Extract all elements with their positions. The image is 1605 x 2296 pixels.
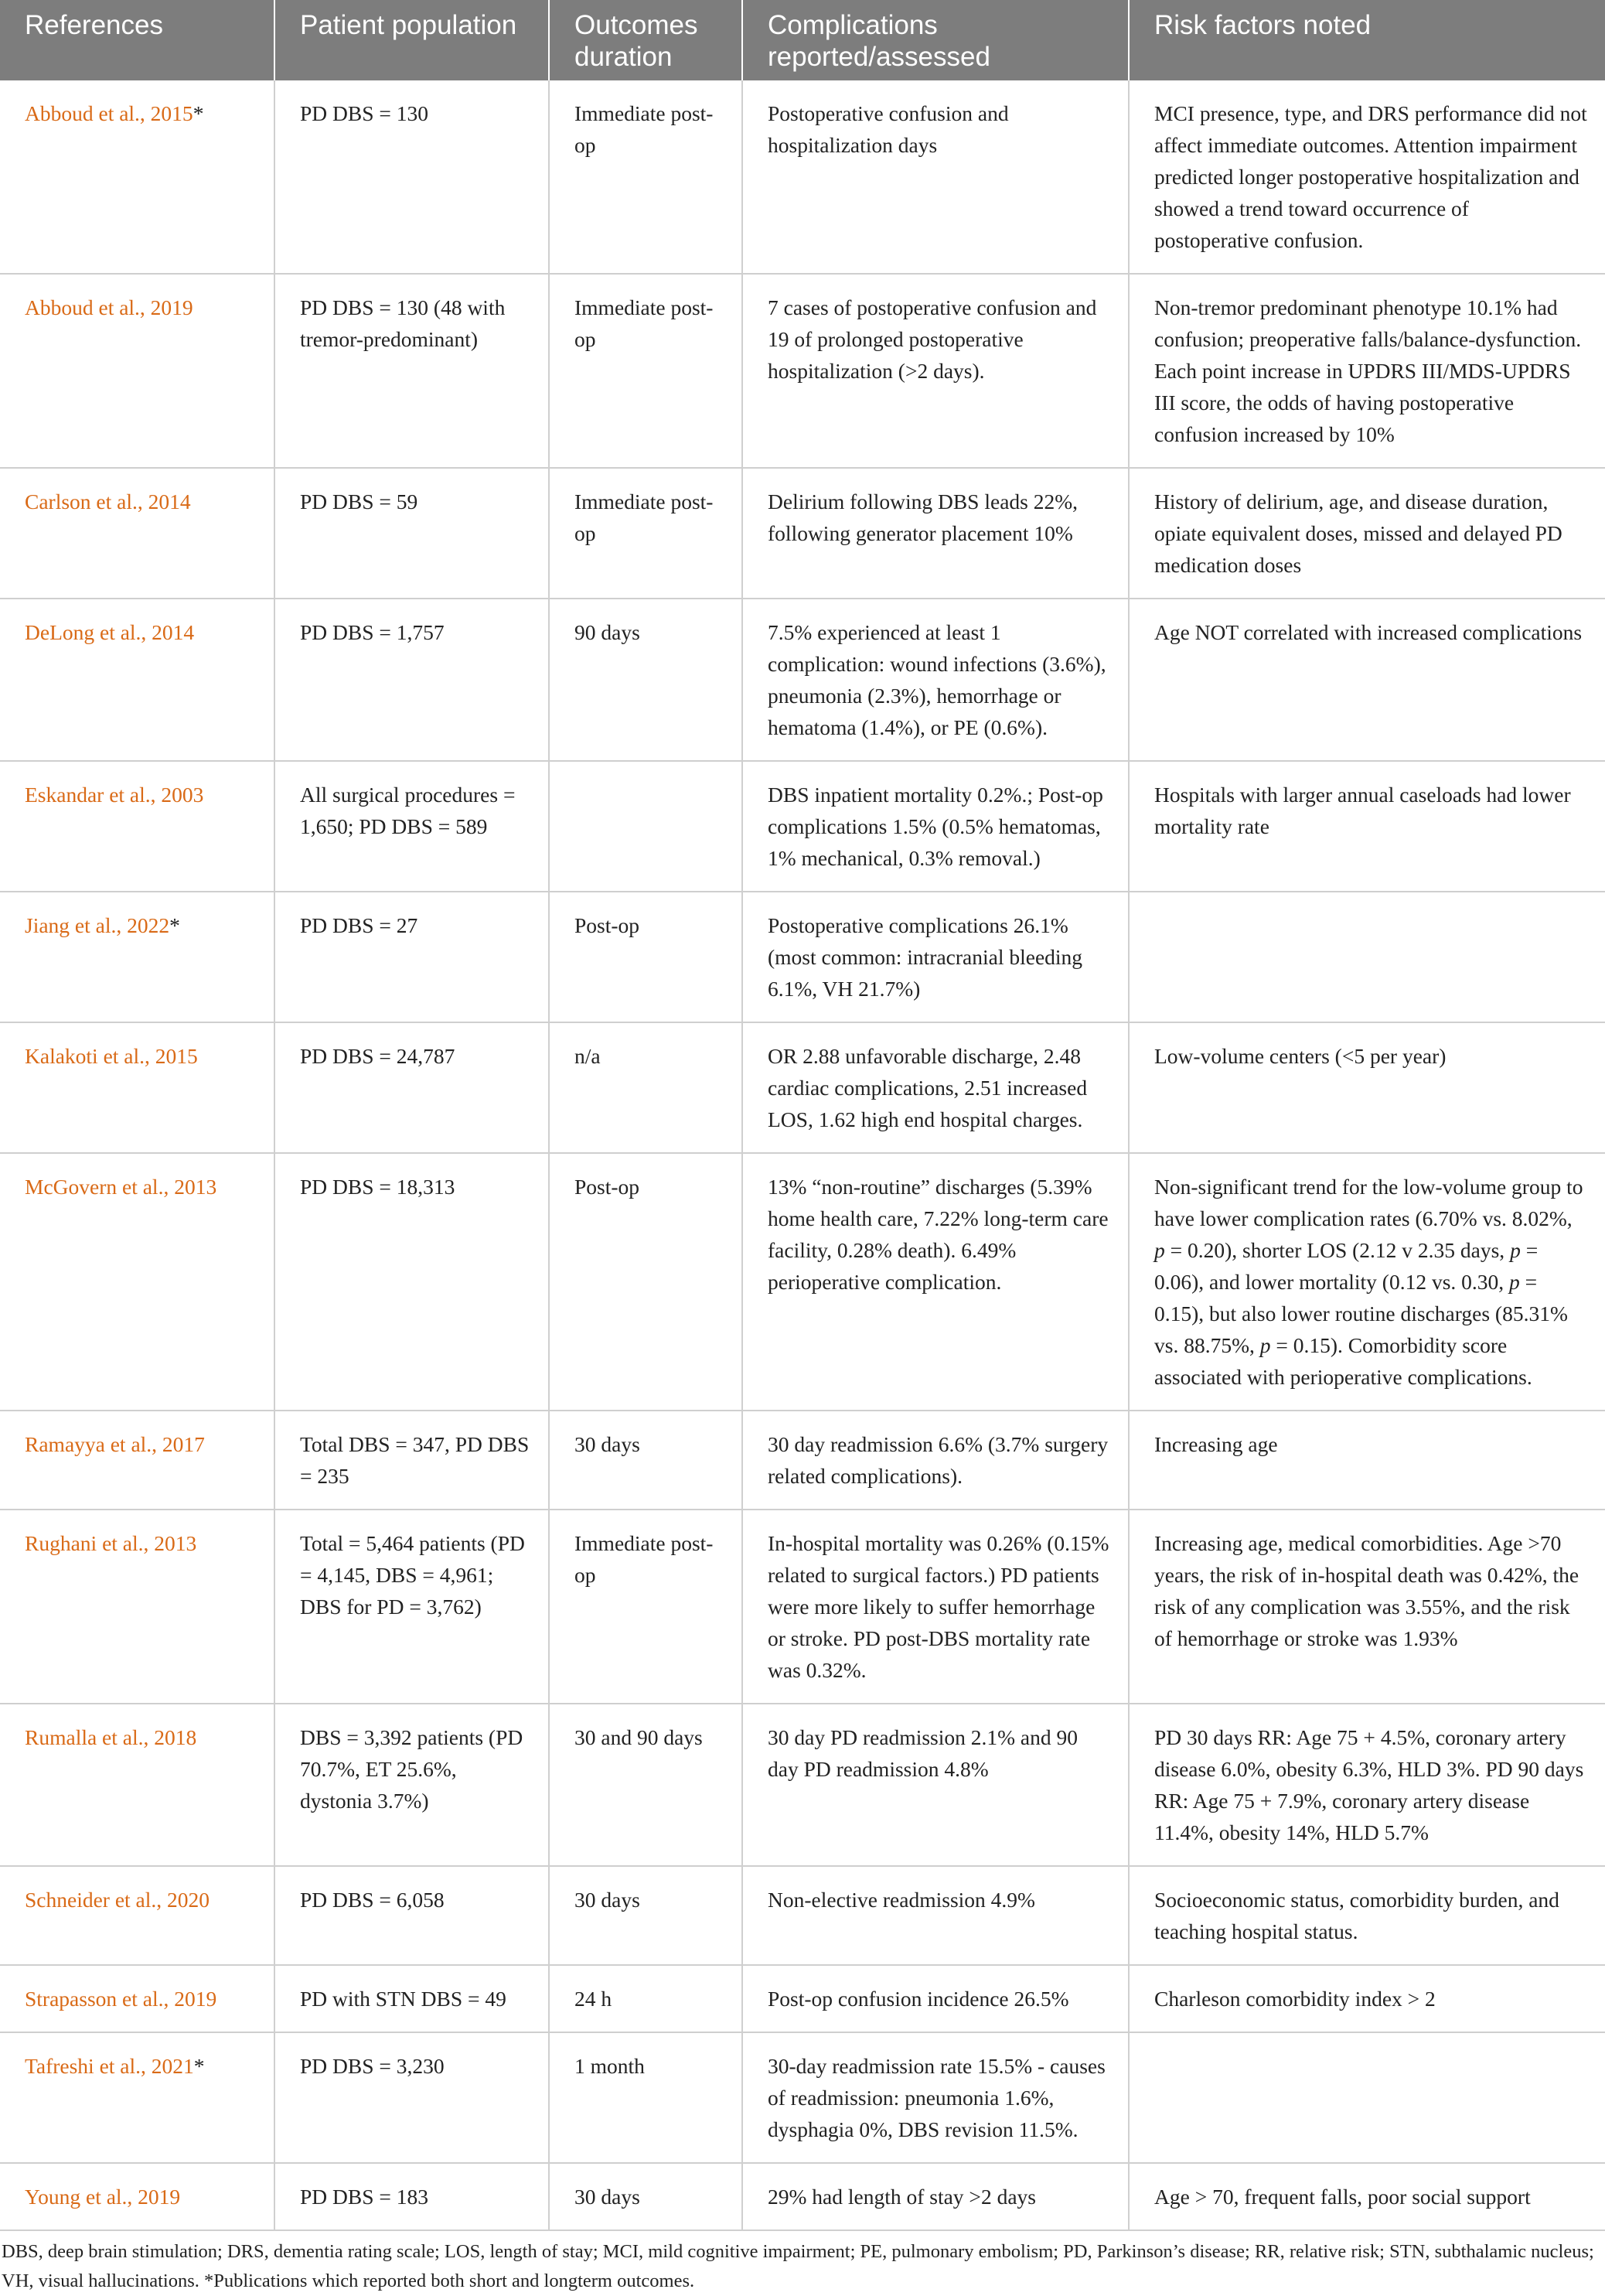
table-header [0,0,1605,80]
cell-patient-population: PD DBS = 130 [274,80,549,274]
reference-link[interactable]: Rughani et al., 2013 [25,1531,197,1555]
cell-patient-population: PD with STN DBS = 49 [274,1965,549,2032]
reference-link[interactable]: Strapasson et al., 2019 [25,1987,217,2011]
header-patient-population: Patient population [274,0,549,80]
cell-reference [0,892,274,1022]
cell-outcomes-duration: Immediate post-op [549,274,742,468]
cell-reference [0,1965,274,2032]
reference-link[interactable]: Ramayya et al., 2017 [25,1432,205,1456]
reference-link[interactable]: Eskandar et al., 2003 [25,783,204,807]
cell-patient-population: Total DBS = 347, PD DBS = 235 [274,1411,549,1510]
table-row [0,1510,1605,1704]
cell-reference [0,599,274,761]
cell-reference [0,761,274,892]
table-row [0,2032,1605,2163]
cell-patient-population: PD DBS = 183 [274,2163,549,2230]
header-references: References [0,0,274,80]
reference-link[interactable]: Rumalla et al., 2018 [25,1725,197,1749]
cell-outcomes-duration: 1 month [549,2032,742,2163]
cell-complications: 29% had length of stay >2 days [742,2163,1129,2230]
cell-outcomes-duration: Post-op [549,892,742,1022]
cell-risk-factors: Charleson comorbidity index > 2 [1129,1965,1605,2032]
cell-patient-population: All surgical procedures = 1,650; PD DBS = 589 [274,761,549,892]
asterisk-marker: * [169,913,180,937]
reference-link[interactable]: Kalakoti et al., 2015 [25,1044,198,1068]
cell-complications: Post-op confusion incidence 26.5% [742,1965,1129,2032]
cell-patient-population: PD DBS = 3,230 [274,2032,549,2163]
reference-link[interactable]: McGovern et al., 2013 [25,1175,217,1199]
p-value-symbol: p [1154,1238,1165,1262]
risk-text-segment: = 0.15), but also lower routine discharges (85.31% vs. 88.75%, [1154,1270,1568,1357]
header-risk-factors: Risk factors noted [1129,0,1605,80]
cell-outcomes-duration: Post-op [549,1153,742,1411]
cell-complications: Delirium following DBS leads 22%, following generator placement 10% [742,468,1129,599]
asterisk-marker: * [193,101,204,125]
table-row [0,80,1605,274]
cell-risk-factors [1129,1153,1605,1411]
cell-reference [0,274,274,468]
cell-outcomes-duration: 24 h [549,1965,742,2032]
reference-link[interactable]: DeLong et al., 2014 [25,620,195,644]
table-body [0,80,1605,2230]
cell-complications: 7 cases of postoperative confusion and 19 of prolonged postoperative hospitalization (>2 days). [742,274,1129,468]
risk-text-segment: = 0.20), shorter LOS (2.12 v 2.35 days, [1164,1238,1511,1262]
table-row [0,1965,1605,2032]
cell-reference [0,1411,274,1510]
cell-complications: 30 day PD readmission 2.1% and 90 day PD readmission 4.8% [742,1704,1129,1866]
table-row [0,1411,1605,1510]
reference-link[interactable]: Abboud et al., 2019 [25,295,193,319]
cell-risk-factors: Age > 70, frequent falls, poor social support [1129,2163,1605,2230]
reference-link[interactable]: Young et al., 2019 [25,2185,181,2209]
cell-complications: Postoperative confusion and hospitalization days [742,80,1129,274]
p-value-symbol: p [1510,1238,1521,1262]
cell-patient-population: DBS = 3,392 patients (PD 70.7%, ET 25.6%, dystonia 3.7%) [274,1704,549,1866]
header-outcomes-duration: Outcomes duration [549,0,742,80]
asterisk-marker: * [193,2054,205,2078]
cell-reference [0,468,274,599]
cell-patient-population: PD DBS = 1,757 [274,599,549,761]
table-footnote: DBS, deep brain stimulation; DRS, dementia rating scale; LOS, length of stay; MCI, mild cognitive impairment; PE, pulmonary embolism; PD, Parkinson’s disease; RR, relative risk; STN, subthalamic nucleus; VH, visual hallucinations. *Publications which reported both short and longterm outcomes. [2,2241,1594,2291]
risk-text-segment: Non-significant trend for the low-volume group to have lower complication rates (6.70% vs. 8.02%, [1154,1175,1583,1230]
table-row [0,599,1605,761]
cell-risk-factors [1129,892,1605,1022]
header-complications: Complications reported/assessed [742,0,1129,80]
cell-patient-population: PD DBS = 27 [274,892,549,1022]
cell-complications: 7.5% experienced at least 1 complication: wound infections (3.6%), pneumonia (2.3%), hemorrhage or hematoma (1.4%), or PE (0.6%). [742,599,1129,761]
cell-complications: 30-day readmission rate 15.5% - causes of readmission: pneumonia 1.6%, dysphagia 0%, DBS revision 11.5%. [742,2032,1129,2163]
risk-text-segment: = 0.15). Comorbidity score associated with perioperative complications. [1154,1333,1532,1389]
table-row [0,1704,1605,1866]
cell-patient-population: PD DBS = 24,787 [274,1022,549,1153]
cell-reference [0,80,274,274]
cell-outcomes-duration [549,761,742,892]
p-value-symbol: p [1509,1270,1520,1294]
reference-link[interactable]: Schneider et al., 2020 [25,1888,210,1912]
cell-risk-factors [1129,2032,1605,2163]
cell-reference [0,1153,274,1411]
p-value-symbol: p [1259,1333,1271,1357]
cell-risk-factors: MCI presence, type, and DRS performance did not affect immediate outcomes. Attention impairment predicted longer postoperative hospitalization and showed a trend toward occurrence of postoperative confusion. [1129,80,1605,274]
cell-patient-population: PD DBS = 18,313 [274,1153,549,1411]
table-row [0,2163,1605,2230]
cell-complications: In-hospital mortality was 0.26% (0.15% related to surgical factors.) PD patients were more likely to suffer hemorrhage or stroke. PD post-DBS mortality rate was 0.32%. [742,1510,1129,1704]
cell-patient-population: Total = 5,464 patients (PD = 4,145, DBS = 4,961; DBS for PD = 3,762) [274,1510,549,1704]
reference-link[interactable]: Jiang et al., 2022 [25,913,170,937]
cell-risk-factors: Low-volume centers (<5 per year) [1129,1022,1605,1153]
cell-patient-population: PD DBS = 59 [274,468,549,599]
reference-link[interactable]: Tafreshi et al., 2021 [25,2054,194,2078]
cell-reference [0,1022,274,1153]
table-row [0,1153,1605,1411]
risk-text-segment: = 0.06), and lower mortality (0.12 vs. 0.30, [1154,1238,1539,1294]
cell-risk-factors: Socioeconomic status, comorbidity burden, and teaching hospital status. [1129,1866,1605,1965]
reference-link[interactable]: Abboud et al., 2015 [25,101,193,125]
table-row [0,468,1605,599]
cell-reference [0,1866,274,1965]
cell-risk-factors: Increasing age [1129,1411,1605,1510]
cell-reference [0,2163,274,2230]
cell-risk-factors: Age NOT correlated with increased complications [1129,599,1605,761]
cell-outcomes-duration: 30 days [549,1866,742,1965]
cell-outcomes-duration: Immediate post-op [549,80,742,274]
cell-reference [0,1510,274,1704]
cell-outcomes-duration: 30 days [549,2163,742,2230]
table-row [0,1022,1605,1153]
cell-outcomes-duration: n/a [549,1022,742,1153]
header-row [0,0,1605,80]
table-row [0,892,1605,1022]
cell-risk-factors: Non-tremor predominant phenotype 10.1% had confusion; preoperative falls/balance-dysfunction. Each point increase in UPDRS III/MDS-UPDRS III score, the odds of having postoperative confusion increased by 10% [1129,274,1605,468]
cell-outcomes-duration: Immediate post-op [549,468,742,599]
table-row [0,274,1605,468]
table-row [0,1866,1605,1965]
cell-risk-factors: Hospitals with larger annual caseloads had lower mortality rate [1129,761,1605,892]
table-row [0,761,1605,892]
cell-outcomes-duration: 90 days [549,599,742,761]
cell-outcomes-duration: 30 and 90 days [549,1704,742,1866]
cell-risk-factors: PD 30 days RR: Age 75 + 4.5%, coronary artery disease 6.0%, obesity 6.3%, HLD 3%. PD 90 days RR: Age 75 + 7.9%, coronary artery disease 11.4%, obesity 14%, HLD 5.7% [1129,1704,1605,1866]
cell-outcomes-duration: Immediate post-op [549,1510,742,1704]
cell-complications: Postoperative complications 26.1% (most common: intracranial bleeding 6.1%, VH 21.7%) [742,892,1129,1022]
cell-complications: DBS inpatient mortality 0.2%.; Post-op complications 1.5% (0.5% hematomas, 1% mechanical, 0.3% removal.) [742,761,1129,892]
cell-risk-factors: History of delirium, age, and disease duration, opiate equivalent doses, missed and delayed PD medication doses [1129,468,1605,599]
cell-complications: 30 day readmission 6.6% (3.7% surgery related complications). [742,1411,1129,1510]
reference-link[interactable]: Carlson et al., 2014 [25,490,191,513]
cell-reference [0,2032,274,2163]
cell-patient-population: PD DBS = 6,058 [274,1866,549,1965]
cell-complications: 13% “non-routine” discharges (5.39% home health care, 7.22% long-term care facility, 0.28% death). 6.49% perioperative complication. [742,1153,1129,1411]
cell-outcomes-duration: 30 days [549,1411,742,1510]
cell-patient-population: PD DBS = 130 (48 with tremor-predominant) [274,274,549,468]
cell-reference [0,1704,274,1866]
cell-complications: Non-elective readmission 4.9% [742,1866,1129,1965]
cell-risk-factors: Increasing age, medical comorbidities. Age >70 years, the risk of in-hospital death was 0.42%, the risk of any complication was 3.55%, and the risk of hemorrhage or stroke was 1.93% [1129,1510,1605,1704]
cell-complications: OR 2.88 unfavorable discharge, 2.48 cardiac complications, 2.51 increased LOS, 1.62 high end hospital charges. [742,1022,1129,1153]
